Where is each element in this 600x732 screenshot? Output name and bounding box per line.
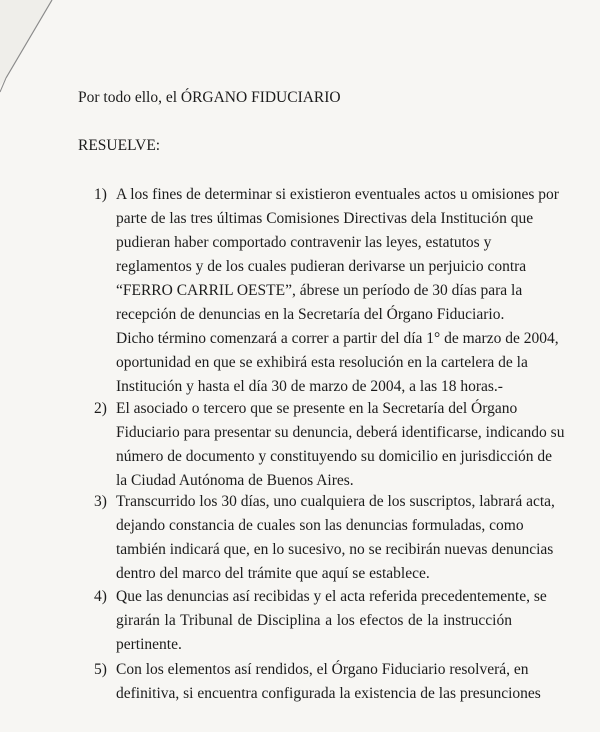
item-line: la Ciudad Autónoma de Buenos Aires.	[116, 472, 354, 489]
resuelve-heading: RESUELVE:	[78, 137, 161, 154]
item-line: Que las denuncias así recibidas y el acta referida precedentemente, se	[116, 588, 547, 605]
item-line: definitiva, si encuentra configurada la existencia de las presunciones	[116, 685, 541, 702]
item-line: dentro del marco del trámite que aquí se establece.	[116, 565, 430, 582]
item-line: Con los elementos así rendidos, el Órgano Fiduciario resolverá, en	[116, 661, 529, 678]
item-line: Transcurrido los 30 días, uno cualquiera de los suscriptos, labrará acta,	[116, 493, 555, 510]
item-number: 3)	[94, 493, 107, 510]
item-line: pudieran haber comportado contravenir las leyes, estatutos y	[116, 234, 492, 251]
item-number: 1)	[94, 186, 107, 203]
item-line: Fiduciario para presentar su denuncia, deberá identificarse, indicando su	[116, 424, 565, 441]
intro-text: Por todo ello, el ÓRGANO FIDUCIARIO	[78, 89, 341, 106]
item-line: oportunidad en que se exhibirá esta resolución en la cartelera de la	[116, 354, 528, 371]
item-line: también indicará que, en lo sucesivo, no se recibirán nuevas denuncias	[116, 541, 554, 558]
page-fold-mark	[0, 0, 80, 110]
item-number: 2)	[94, 400, 107, 417]
item-number: 5)	[94, 661, 107, 678]
item-line: Institución y hasta el día 30 de marzo de 2004, a las 18 horas.-	[116, 378, 503, 395]
item-line: A los fines de determinar si existieron eventuales actos u omisiones por	[116, 186, 559, 203]
item-number: 4)	[94, 588, 107, 605]
item-line: reglamentos y de los cuales pudieran derivarse un perjuicio contra	[116, 258, 527, 275]
item-line: dejando constancia de cuales son las denuncias formuladas, como	[116, 517, 524, 534]
item-line: “FERRO CARRIL OESTE”, ábrese un período de 30 días para la	[116, 282, 523, 299]
item-line: pertinente.	[116, 636, 182, 653]
item-line: parte de las tres últimas Comisiones Directivas dela Institución que	[116, 210, 534, 227]
item-line: número de documento y constituyendo su domicilio en jurisdicción de	[116, 448, 553, 465]
item-line: recepción de denuncias en la Secretaría del Órgano Fiduciario.	[116, 306, 505, 323]
item-line: Dicho término comenzará a correr a partir del día 1° de marzo de 2004,	[116, 330, 559, 347]
item-line: girarán la Tribunal de Disciplina a los efectos de la instrucción	[116, 612, 512, 629]
item-line: El asociado o tercero que se presente en la Secretaría del Órgano	[116, 400, 518, 417]
